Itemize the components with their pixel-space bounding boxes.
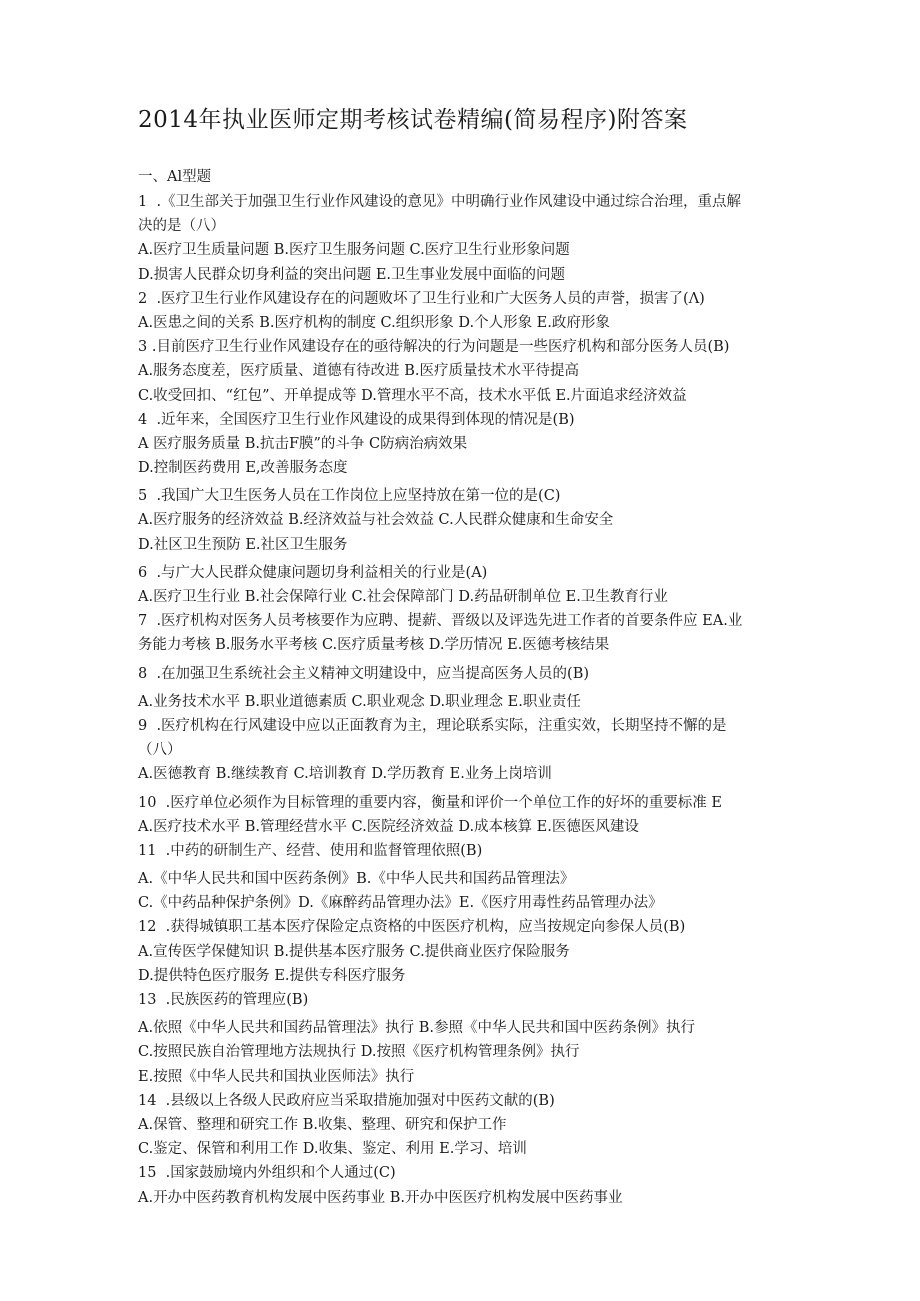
text-line: 15 .国家鼓励境内外组织和个人通过(C): [138, 1165, 396, 1182]
text-line: A.医患之间的关系 B.医疗机构的制度 C.组织形象 D.个人形象 E.政府形象: [138, 314, 610, 331]
text-line: 7 .医疗机构对医务人员考核要作为应聘、提薪、晋级以及评选先进工作者的首要条件应 EA.业: [138, 613, 743, 630]
text-line: 14 .县级以上各级人民政府应当采取措施加强对中医药文献的(B): [138, 1092, 555, 1109]
text-line: 12 .获得城镇职工基本医疗保险定点资格的中医医疗机构，应当按规定向参保人员(B): [138, 919, 686, 936]
text-line: D.控制医药费用 E,改善服务态度: [138, 460, 348, 477]
text-line: 10 .医疗单位必须作为目标管理的重要内容，衡量和评价一个单位工作的好坏的重要标准 E: [138, 794, 722, 811]
text-line: 2 .医疗卫生行业作风建设存在的问题败坏了卫生行业和广大医务人员的声誉，损害了(Λ): [138, 290, 705, 307]
text-line: C.收受回扣、“红包”、开单提成等 D.管理水平不高，技术水平低 E.片面追求经济效益: [138, 387, 687, 404]
text-line: A.保管、整理和研究工作 B.收集、整理、研究和保护工作: [138, 1116, 507, 1133]
text-line: C.按照民族自治管理地方法规执行 D.按照《医疗机构管理条例》执行: [138, 1044, 580, 1061]
text-line: D.社区卫生预防 E.社区卫生服务: [138, 536, 348, 553]
text-line: 1 .《卫生部关于加强卫生行业作风建设的意见》中明确行业作风建设中通过综合治理，重点解: [138, 194, 742, 210]
text-line: 5 .我国广大卫生医务人员在工作岗位上应坚持放在第一位的是(C): [138, 488, 561, 505]
text-line: 决的是（八）: [138, 218, 225, 235]
text-line: A.医疗卫生质量问题 B.医疗卫生服务问题 C.医疗卫生行业形象问题: [138, 242, 570, 259]
text-line: E.按照《中华人民共和国执业医师法》执行: [138, 1068, 415, 1085]
text-line: A.宣传医学保健知识 B.提供基本医疗服务 C.提供商业医疗保险服务: [138, 943, 570, 960]
text-line: A.业务技术水平 B.职业道德素质 C.职业观念 D.职业理念 E.职业责任: [138, 693, 581, 710]
text-line: C.鉴定、保管和利用工作 D.收集、鉴定、利用 E.学习、培训: [138, 1141, 527, 1158]
text-line: A.医疗卫生行业 B.社会保障行业 C.社会保障部门 D.药品研制单位 E.卫生教育行业: [138, 589, 668, 605]
text-line: 3 .目前医疗卫生行业作风建设存在的亟待解决的行为问题是一些医疗机构和部分医务人员(B): [138, 339, 730, 356]
text-line: 务能力考核 B.服务水平考核 C.医疗质量考核 D.学历情况 E.医德考核结果: [138, 637, 610, 654]
text-line: 8 .在加强卫生系统社会主义精神文明建设中，应当提高医务人员的(B): [138, 665, 590, 682]
question-list: [138, 190, 788, 1210]
text-line: A.服务态度差，医疗质量、道德有待改进 B.医疗质量技术水平待提高: [138, 363, 579, 380]
text-line: C.《中药品种保护条例》D.《麻醉药品管理办法》E.《医疗用毒性药品管理办法》: [138, 895, 663, 912]
text-line: 11 .中药的研制生产、经营、使用和监督管理依照(B): [138, 842, 483, 859]
text-line: A.医疗服务的经济效益 B.经济效益与社会效益 C.人民群众健康和生命安全: [138, 512, 614, 529]
document-title: 2014年执业医师定期考核试卷精编(简易程序)附答案: [138, 107, 688, 133]
section-heading: 一、Al型题: [138, 169, 212, 185]
text-line: （八）: [138, 742, 182, 759]
text-line: A.开办中医药教育机构发展中医药事业 B.开办中医医疗机构发展中医药事业: [138, 1189, 623, 1206]
text-line: D.损害人民群众切身利益的突出问题 E.卫生事业发展中面临的问题: [138, 266, 566, 283]
text-line: 4 .近年来，全国医疗卫生行业作风建设的成果得到体现的情况是(B): [138, 411, 575, 428]
text-line: 9 .医疗机构在行风建设中应以正面教育为主，理论联系实际，注重实效，长期坚持不懈的是: [138, 717, 727, 734]
text-line: D.提供特色医疗服务 E.提供专科医疗服务: [138, 967, 406, 984]
text-line: 13 .民族医药的管理应(B): [138, 992, 309, 1008]
text-line: A.医疗技术水平 B.管理经营水平 C.医院经济效益 D.成本核算 E.医德医风建设: [138, 818, 639, 835]
text-line: A 医疗服务质量 B.抗击F膜”的斗争 C防病治病效果: [138, 435, 468, 452]
text-line: 6 .与广大人民群众健康问题切身利益相关的行业是(A): [138, 564, 488, 581]
text-line: A.《中华人民共和国中医药条例》B.《中华人民共和国药品管理法》: [138, 871, 575, 888]
text-line: A.依照《中华人民共和国药品管理法》执行 B.参照《中华人民共和国中医药条例》执行: [138, 1020, 695, 1037]
text-line: A.医德教育 B.继续教育 C.培训教育 D.学历教育 E.业务上岗培训: [138, 766, 552, 783]
